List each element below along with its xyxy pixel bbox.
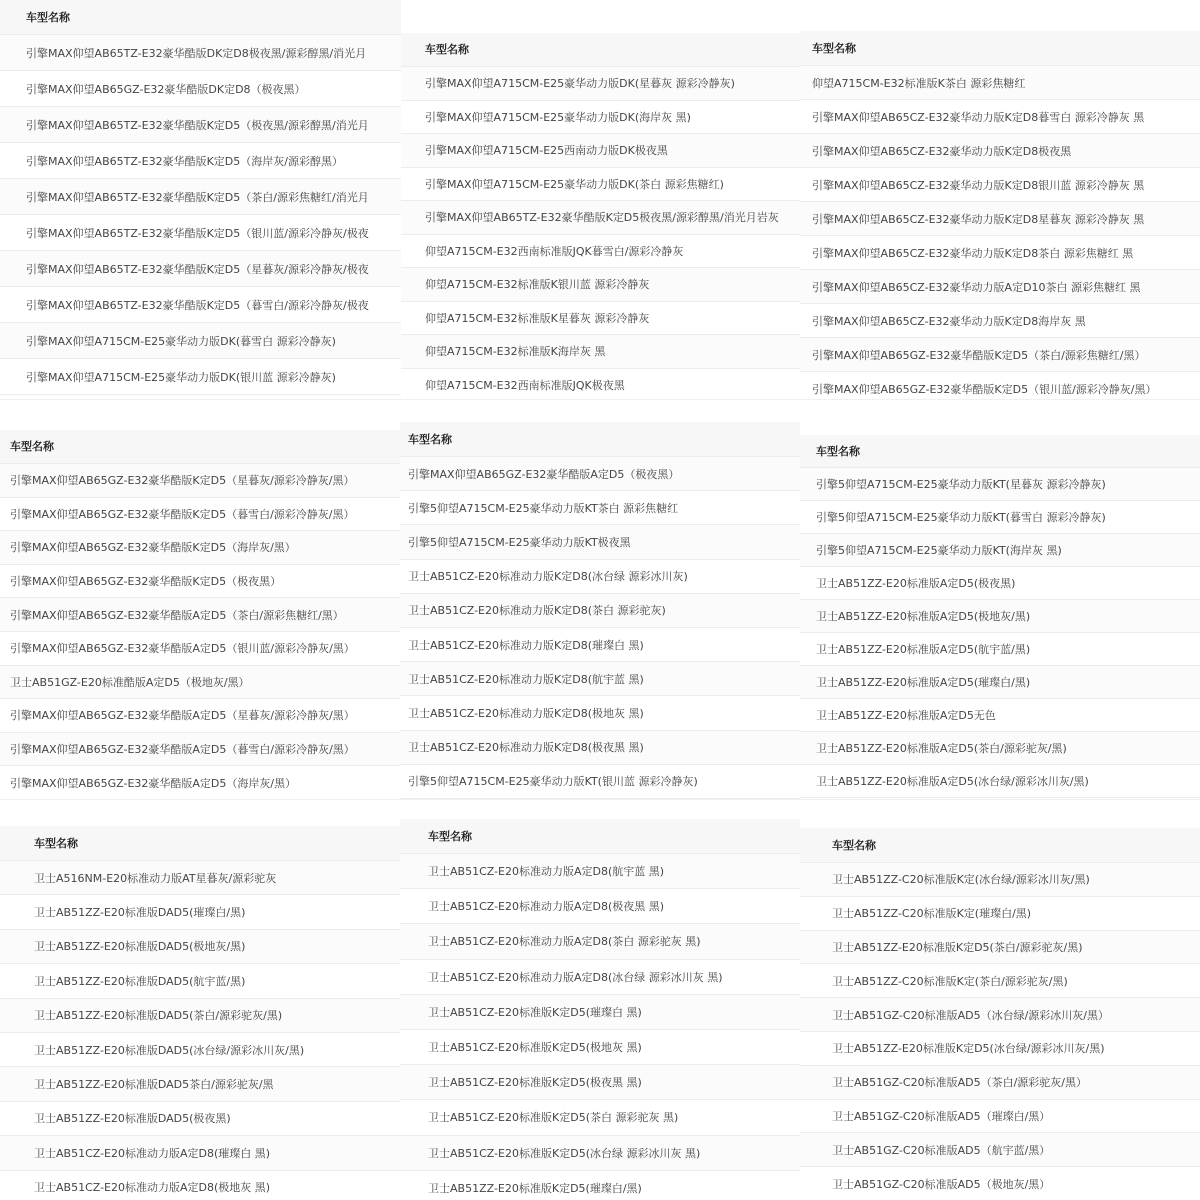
row-label: 卫士AB51ZZ-E20标准版DAD5(航宇蓝/黑) (34, 974, 246, 988)
table-row[interactable] (400, 1171, 800, 1200)
table-row[interactable] (401, 335, 801, 369)
table-row[interactable] (800, 600, 1200, 633)
table-row[interactable] (400, 995, 800, 1030)
table-row[interactable] (400, 854, 800, 889)
table-row[interactable] (401, 134, 801, 168)
row-label: 卫士AB51ZZ-E20标准版DAD5(茶白/源彩驼灰/黑) (34, 1009, 283, 1023)
row-label: 卫士AB51GZ-C20标准版AD5（璀璨白/黑） (832, 1109, 1051, 1123)
table-row[interactable] (0, 323, 402, 359)
table-row[interactable] (0, 71, 402, 107)
table-row[interactable] (800, 765, 1200, 798)
table-row[interactable] (0, 861, 400, 895)
table-row[interactable] (401, 168, 801, 202)
column-title: 车型名称 (34, 837, 78, 850)
grid-divider (0, 399, 1200, 400)
row-label: 引擎MAX仰望AB65GZ-E32豪华酷版A定D5（极夜黑） (408, 467, 680, 481)
table-header (0, 826, 400, 861)
vehicle-table-panel (0, 0, 402, 398)
row-label: 引擎MAX仰望AB65GZ-E32豪华酷版K定D5（暮雪白/源彩冷静灰/黑） (10, 507, 355, 521)
row-label: 引擎MAX仰望AB65GZ-E32豪华酷版A定D5（茶白/源彩焦糖红/黑） (10, 608, 344, 622)
table-header (800, 435, 1200, 468)
table-row[interactable] (0, 766, 400, 800)
row-label: 卫士AB51ZZ-E20标准版A定D5(航宇蓝/黑) (816, 643, 1031, 656)
table-row[interactable] (800, 338, 1200, 372)
table-row[interactable] (800, 633, 1200, 666)
table-header (401, 33, 801, 67)
table-row[interactable] (800, 699, 1200, 732)
row-label: 仰望A715CM-E32标准版K星暮灰 源彩冷静灰 (425, 311, 650, 325)
row-label: 引擎5仰望A715CM-E25豪华动力版KT(暮雪白 源彩冷静灰) (816, 511, 1106, 524)
table-row[interactable] (800, 168, 1200, 202)
row-label: 卫士AB51CZ-E20标准动力版K定D8(航宇蓝 黑) (408, 672, 644, 686)
table-header (400, 819, 800, 854)
table-row[interactable] (400, 924, 800, 959)
row-label: 仰望A715CM-E32标准版K银川蓝 源彩冷静灰 (425, 278, 650, 292)
column-title: 车型名称 (428, 830, 472, 843)
row-label: 引擎MAX仰望AB65CZ-E32豪华动力版K定D8星暮灰 源彩冷静灰 黑 (812, 212, 1145, 226)
row-label: 卫士AB51ZZ-E20标准版K定D5(璀璨白/黑) (428, 1181, 642, 1195)
row-label: 卫士AB51ZZ-C20标准版K定(冰台绿/源彩冰川灰/黑) (832, 873, 1090, 887)
row-label: 卫士AB51ZZ-E20标准版DAD5(璀璨白/黑) (34, 906, 246, 920)
row-label: 卫士AB51CZ-E20标准动力版A定D8(璀璨白 黑) (34, 1146, 271, 1160)
table-row[interactable] (0, 35, 402, 71)
table-row[interactable] (0, 895, 400, 929)
table-header (800, 31, 1200, 66)
table-row[interactable] (401, 369, 801, 399)
column-title: 车型名称 (10, 440, 54, 453)
row-label: 卫士AB51ZZ-E20标准版A定D5(极地灰/黑) (816, 610, 1031, 623)
row-label: 卫士AB51ZZ-C20标准版K定(茶白/源彩驼灰/黑) (832, 974, 1068, 988)
row-label: 卫士AB51ZZ-E20标准版A定D5无色 (816, 709, 996, 722)
table-row[interactable] (0, 565, 400, 599)
row-label: 卫士A516NM-E20标准动力版AT星暮灰/源彩驼灰 (34, 871, 277, 885)
row-label: 引擎MAX仰望AB65GZ-E32豪华酷版K定D5（海岸灰/黑） (10, 541, 296, 555)
table-row[interactable] (400, 628, 800, 662)
column-title: 车型名称 (812, 42, 856, 55)
row-label: 卫士AB51ZZ-E20标准版K定D5(茶白/源彩驼灰/黑) (832, 940, 1083, 954)
row-label: 引擎MAX仰望AB65TZ-E32豪华酷版K定D5（极夜黑/源彩醇黑/消光月 (26, 118, 369, 132)
table-row[interactable] (0, 733, 400, 767)
table-row[interactable] (0, 215, 402, 251)
row-label: 引擎MAX仰望AB65TZ-E32豪华酷版K定D5（海岸灰/源彩醇黑） (26, 154, 343, 168)
table-header (800, 828, 1200, 863)
table-row[interactable] (800, 100, 1200, 134)
table-row[interactable] (0, 107, 402, 143)
row-label: 卫士AB51ZZ-C20标准版K定(璀璨白/黑) (832, 907, 1032, 921)
row-label: 引擎MAX仰望AB65GZ-E32豪华酷版DK定D8（极夜黑） (26, 82, 306, 96)
table-row[interactable] (0, 179, 402, 215)
table-row[interactable] (800, 134, 1200, 168)
row-label: 引擎MAX仰望AB65GZ-E32豪华酷版A定D5（星暮灰/源彩冷静灰/黑） (10, 709, 355, 723)
table-row[interactable] (0, 699, 400, 733)
table-row[interactable] (800, 270, 1200, 304)
column-title: 车型名称 (425, 43, 469, 56)
row-label: 引擎5仰望A715CM-E25豪华动力版KT(海岸灰 黑) (816, 544, 1062, 557)
table-row[interactable] (400, 1065, 800, 1100)
row-label: 卫士AB51CZ-E20标准动力版A定D8(航宇蓝 黑) (428, 865, 665, 879)
table-row[interactable] (800, 732, 1200, 765)
row-label: 卫士AB51CZ-E20标准动力版A定D8(极地灰 黑) (34, 1181, 271, 1195)
table-row[interactable] (800, 501, 1200, 534)
vehicle-table-panel (800, 800, 1200, 1200)
table-row[interactable] (0, 287, 402, 323)
row-label: 引擎MAX仰望AB65GZ-E32豪华酷版A定D5（暮雪白/源彩冷静灰/黑） (10, 743, 355, 757)
row-label: 引擎MAX仰望A715CM-E25豪华动力版DK(海岸灰 黑) (425, 110, 691, 124)
row-label: 卫士AB51CZ-E20标准动力版K定D8(极夜黑 黑) (408, 741, 644, 755)
table-row[interactable] (0, 632, 400, 666)
row-label: 卫士AB51CZ-E20标准动力版A定D8(茶白 源彩驼灰 黑) (428, 935, 701, 949)
table-row[interactable] (0, 999, 400, 1033)
table-row[interactable] (800, 236, 1200, 270)
table-row[interactable] (0, 359, 402, 395)
row-label: 卫士AB51CZ-E20标准动力版K定D8(璀璨白 黑) (408, 638, 644, 652)
table-header (400, 422, 800, 457)
row-label: 卫士AB51GZ-C20标准版AD5（茶白/源彩驼灰/黑） (832, 1076, 1087, 1090)
table-row[interactable] (400, 765, 800, 799)
table-row[interactable] (0, 1033, 400, 1067)
table-row[interactable] (400, 1136, 800, 1171)
row-label: 卫士AB51GZ-E20标准酷版A定D5（极地灰/黑） (10, 675, 250, 689)
table-row[interactable] (0, 930, 400, 964)
row-label: 引擎MAX仰望A715CM-E25西南动力版DK极夜黑 (425, 144, 668, 158)
table-row[interactable] (800, 863, 1200, 897)
row-label: 引擎MAX仰望AB65CZ-E32豪华动力版K定D8极夜黑 (812, 144, 1072, 158)
table-row[interactable] (400, 1100, 800, 1135)
table-row[interactable] (800, 1133, 1200, 1167)
vehicle-table-panel (0, 400, 400, 800)
row-label: 引擎MAX仰望A715CM-E25豪华动力版DK(银川蓝 源彩冷静灰) (26, 370, 336, 384)
row-label: 仰望A715CM-E32标准版K茶白 源彩焦糖红 (812, 76, 1026, 90)
table-row[interactable] (400, 1030, 800, 1065)
table-row[interactable] (401, 235, 801, 269)
row-label: 引擎MAX仰望AB65TZ-E32豪华酷版DK定D8极夜黑/源彩醇黑/消光月 (26, 46, 367, 60)
vehicle-table-panel (800, 0, 1200, 398)
row-label: 引擎MAX仰望AB65CZ-E32豪华动力版K定D8暮雪白 源彩冷静灰 黑 (812, 110, 1145, 124)
row-label: 卫士AB51ZZ-E20标准版A定D5(极夜黑) (816, 577, 1016, 590)
row-label: 引擎MAX仰望AB65CZ-E32豪华动力版A定D10茶白 源彩焦糖红 黑 (812, 280, 1141, 294)
column-title: 车型名称 (832, 839, 876, 852)
row-label: 卫士AB51CZ-E20标准版K定D5(极夜黑 黑) (428, 1076, 642, 1090)
row-label: 引擎MAX仰望A715CM-E25豪华动力版DK(茶白 源彩焦糖红) (425, 177, 724, 191)
row-label: 引擎MAX仰望AB65TZ-E32豪华酷版K定D5（茶白/源彩焦糖红/消光月 (26, 190, 369, 204)
table-row[interactable] (0, 598, 400, 632)
row-label: 引擎5仰望A715CM-E25豪华动力版KT极夜黑 (408, 535, 631, 549)
table-row[interactable] (800, 931, 1200, 965)
row-label: 引擎MAX仰望AB65GZ-E32豪华酷版K定D5（星暮灰/源彩冷静灰/黑） (10, 474, 355, 488)
table-row[interactable] (800, 1167, 1200, 1200)
row-label: 引擎MAX仰望AB65GZ-E32豪华酷版K定D5（极夜黑） (10, 575, 282, 589)
row-label: 卫士AB51CZ-E20标准动力版K定D8(极地灰 黑) (408, 706, 644, 720)
row-label: 引擎MAX仰望AB65GZ-E32豪华酷版K定D5（银川蓝/源彩冷静灰/黑） (812, 382, 1157, 396)
row-label: 引擎MAX仰望AB65GZ-E32豪华酷版A定D5（海岸灰/黑） (10, 776, 297, 790)
row-label: 引擎MAX仰望AB65TZ-E32豪华酷版K定D5（暮雪白/源彩冷静灰/极夜 (26, 298, 369, 312)
column-title: 车型名称 (26, 11, 70, 24)
table-row[interactable] (0, 1136, 400, 1170)
table-row[interactable] (0, 251, 402, 287)
table-row[interactable] (400, 731, 800, 765)
table-row[interactable] (400, 594, 800, 628)
row-label: 卫士AB51CZ-E20标准动力版A定D8(冰台绿 源彩冰川灰 黑) (428, 970, 723, 984)
row-label: 引擎MAX仰望AB65CZ-E32豪华动力版K定D8银川蓝 源彩冷静灰 黑 (812, 178, 1145, 192)
vehicle-table-panel (401, 0, 801, 398)
row-label: 引擎MAX仰望AB65TZ-E32豪华酷版K定D5（星暮灰/源彩冷静灰/极夜 (26, 262, 369, 276)
vehicle-table-panel (400, 800, 800, 1200)
row-label: 引擎MAX仰望AB65CZ-E32豪华动力版K定D8茶白 源彩焦糖红 黑 (812, 246, 1134, 260)
table-header (0, 0, 402, 35)
row-label: 卫士AB51ZZ-E20标准版DAD5(极夜黑) (34, 1112, 231, 1126)
table-row[interactable] (0, 143, 402, 179)
table-row[interactable] (401, 268, 801, 302)
column-title: 车型名称 (816, 445, 860, 458)
table-row[interactable] (401, 201, 801, 235)
vehicle-table-panel (0, 800, 400, 1200)
row-label: 卫士AB51ZZ-E20标准版K定D5(冰台绿/源彩冰川灰/黑) (832, 1042, 1105, 1056)
table-row[interactable] (0, 964, 400, 998)
row-label: 引擎5仰望A715CM-E25豪华动力版KT茶白 源彩焦糖红 (408, 501, 679, 515)
table-row[interactable] (800, 1066, 1200, 1100)
row-label: 卫士AB51ZZ-E20标准版DAD5(极地灰/黑) (34, 940, 246, 954)
row-label: 引擎MAX仰望AB65GZ-E32豪华酷版A定D5（银川蓝/源彩冷静灰/黑） (10, 642, 355, 656)
table-row[interactable] (400, 960, 800, 995)
row-label: 卫士AB51ZZ-E20标准版DAD5茶白/源彩驼灰/黑 (34, 1078, 274, 1092)
table-row[interactable] (800, 567, 1200, 600)
row-label: 卫士AB51GZ-C20标准版AD5（航宇蓝/黑） (832, 1143, 1051, 1157)
vehicle-table-panel (800, 400, 1200, 800)
table-row[interactable] (800, 66, 1200, 100)
table-row[interactable] (0, 531, 400, 565)
table-row[interactable] (800, 534, 1200, 567)
table-row[interactable] (0, 1067, 400, 1101)
row-label: 引擎5仰望A715CM-E25豪华动力版KT(星暮灰 源彩冷静灰) (816, 478, 1106, 491)
column-title: 车型名称 (408, 433, 452, 446)
row-label: 仰望A715CM-E32标准版K海岸灰 黑 (425, 345, 606, 359)
table-row[interactable] (0, 464, 400, 498)
row-label: 卫士AB51CZ-E20标准版K定D5(冰台绿 源彩冰川灰 黑) (428, 1146, 701, 1160)
table-row[interactable] (800, 666, 1200, 699)
table-row[interactable] (800, 1032, 1200, 1066)
row-label: 引擎MAX仰望AB65GZ-E32豪华酷版K定D5（茶白/源彩焦糖红/黑） (812, 348, 1146, 362)
table-row[interactable] (0, 666, 400, 700)
row-label: 卫士AB51ZZ-E20标准版A定D5(茶白/源彩驼灰/黑) (816, 742, 1067, 755)
row-label: 卫士AB51CZ-E20标准版K定D5(璀璨白 黑) (428, 1005, 642, 1019)
table-row[interactable] (800, 304, 1200, 338)
row-label: 引擎MAX仰望AB65CZ-E32豪华动力版K定D8海岸灰 黑 (812, 314, 1086, 328)
vehicle-table-panel (400, 400, 800, 800)
row-label: 引擎MAX仰望A715CM-E25豪华动力版DK(暮雪白 源彩冷静灰) (26, 334, 336, 348)
table-row[interactable] (0, 1102, 400, 1136)
row-label: 卫士AB51GZ-C20标准版AD5（极地灰/黑） (832, 1177, 1051, 1191)
row-label: 引擎MAX仰望A715CM-E25豪华动力版DK(星暮灰 源彩冷静灰) (425, 77, 735, 91)
row-label: 卫士AB51CZ-E20标准版K定D5(极地灰 黑) (428, 1041, 642, 1055)
table-row[interactable] (400, 560, 800, 594)
row-label: 卫士AB51CZ-E20标准动力版K定D8(茶白 源彩驼灰) (408, 604, 666, 618)
row-label: 引擎MAX仰望AB65TZ-E32豪华酷版K定D5极夜黑/源彩醇黑/消光月岩灰 (425, 211, 779, 225)
table-row[interactable] (401, 101, 801, 135)
row-label: 引擎5仰望A715CM-E25豪华动力版KT(银川蓝 源彩冷静灰) (408, 775, 698, 789)
table-row[interactable] (400, 525, 800, 559)
table-row[interactable] (800, 897, 1200, 931)
table-row[interactable] (400, 457, 800, 491)
table-row[interactable] (0, 1171, 400, 1200)
table-row[interactable] (400, 696, 800, 730)
table-row[interactable] (400, 889, 800, 924)
row-label: 卫士AB51ZZ-E20标准版A定D5(璀璨白/黑) (816, 676, 1031, 689)
row-label: 引擎MAX仰望AB65TZ-E32豪华酷版K定D5（银川蓝/源彩冷静灰/极夜 (26, 226, 369, 240)
table-header (0, 430, 400, 464)
table-row[interactable] (800, 372, 1200, 398)
table-row[interactable] (400, 662, 800, 696)
row-label: 卫士AB51CZ-E20标准版K定D5(茶白 源彩驼灰 黑) (428, 1111, 679, 1125)
table-row[interactable] (800, 964, 1200, 998)
table-row[interactable] (800, 998, 1200, 1032)
row-label: 仰望A715CM-E32西南标准版JQK暮雪白/源彩冷静灰 (425, 244, 684, 258)
row-label: 仰望A715CM-E32西南标准版JQK极夜黑 (425, 378, 625, 392)
table-row[interactable] (800, 1100, 1200, 1134)
row-label: 卫士AB51CZ-E20标准动力版K定D8(冰台绿 源彩冰川灰) (408, 570, 688, 584)
row-label: 卫士AB51ZZ-E20标准版A定D5(冰台绿/源彩冰川灰/黑) (816, 775, 1089, 788)
row-label: 卫士AB51ZZ-E20标准版DAD5(冰台绿/源彩冰川灰/黑) (34, 1043, 305, 1057)
table-row[interactable] (800, 202, 1200, 236)
table-row[interactable] (401, 302, 801, 336)
grid-divider (0, 799, 1200, 800)
row-label: 卫士AB51GZ-C20标准版AD5（冰台绿/源彩冰川灰/黑） (832, 1008, 1109, 1022)
row-label: 卫士AB51CZ-E20标准动力版A定D8(极夜黑 黑) (428, 900, 665, 914)
table-row[interactable] (0, 498, 400, 532)
table-row[interactable] (800, 468, 1200, 501)
table-row[interactable] (401, 67, 801, 101)
table-row[interactable] (400, 491, 800, 525)
